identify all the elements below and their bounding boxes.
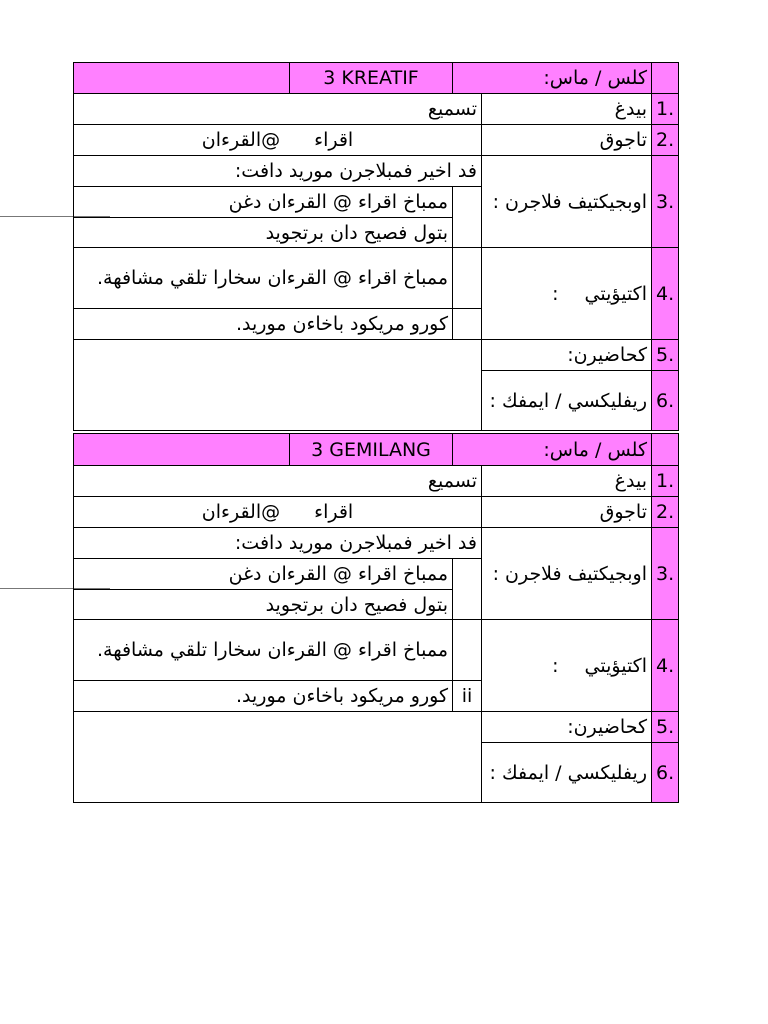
row-number: 5. [652, 712, 679, 743]
row-number: 1. [652, 94, 679, 125]
subject-value: تسميع [74, 94, 482, 125]
objective-intro: فد اخير فمبلاجرن موريد دافت: [74, 156, 482, 187]
row-number: 4. [652, 620, 679, 712]
subject-label: بيدغ [482, 94, 652, 125]
activity-2-mark [453, 309, 482, 340]
attendance-reflection-value [74, 340, 482, 431]
activity-1: ممباخ اقراء @ القرءان سخارا تلقي مشافهة. [74, 248, 453, 309]
row-number: 2. [652, 125, 679, 156]
topic-value: اقراء@القرءان [74, 125, 482, 156]
lesson-plan-table-kreatif [73, 62, 679, 431]
topic-label: تاجوق [482, 125, 652, 156]
topic-value: اقراء@القرءان [74, 497, 482, 528]
objective-label: اوبجيكتيف فلاجرن : [482, 156, 652, 248]
objective-line-2: بتول فصيح دان برتجويد [74, 590, 453, 620]
activity-label: اكتيؤيتي: [482, 248, 652, 340]
class-label: كلس / ماس: [453, 63, 652, 94]
topic-label: تاجوق [482, 497, 652, 528]
activity-2-mark: ii [453, 681, 482, 712]
attendance-label: كحاضيرن: [482, 712, 652, 743]
subject-value: تسميع [74, 466, 482, 497]
reflection-label: ريفليكسي / ايمفك : [482, 743, 652, 803]
row-number: 1. [652, 466, 679, 497]
objective-intro: فد اخير فمبلاجرن موريد دافت: [74, 528, 482, 559]
row-number: 6. [652, 371, 679, 431]
activity-1: ممباخ اقراء @ القرءان سخارا تلقي مشافهة. [74, 620, 453, 681]
row-number: 6. [652, 743, 679, 803]
row-number: 5. [652, 340, 679, 371]
activity-2: كورو مريكود باخاءن موريد. [74, 681, 453, 712]
activity-2: كورو مريكود باخاءن موريد. [74, 309, 453, 340]
objective-label: اوبجيكتيف فلاجرن : [482, 528, 652, 620]
subject-label: بيدغ [482, 466, 652, 497]
attendance-label: كحاضيرن: [482, 340, 652, 371]
attendance-reflection-value [74, 712, 482, 803]
row-number: 2. [652, 497, 679, 528]
reflection-label: ريفليكسي / ايمفك : [482, 371, 652, 431]
objective-line-1: ممباخ اقراء @ القرءان دغن [74, 187, 453, 218]
class-label: كلس / ماس: [453, 434, 652, 466]
class-name: 3 GEMILANG [290, 434, 453, 466]
class-name: 3 KREATIF [290, 63, 453, 94]
objective-line-2: بتول فصيح دان برتجويد [74, 218, 453, 248]
lesson-plan-table-gemilang [73, 433, 679, 803]
row-number: 3. [652, 528, 679, 620]
row-number: 4. [652, 248, 679, 340]
objective-line-1: ممباخ اقراء @ القرءان دغن [74, 559, 453, 590]
row-number: 3. [652, 156, 679, 248]
activity-label: اكتيؤيتي: [482, 620, 652, 712]
